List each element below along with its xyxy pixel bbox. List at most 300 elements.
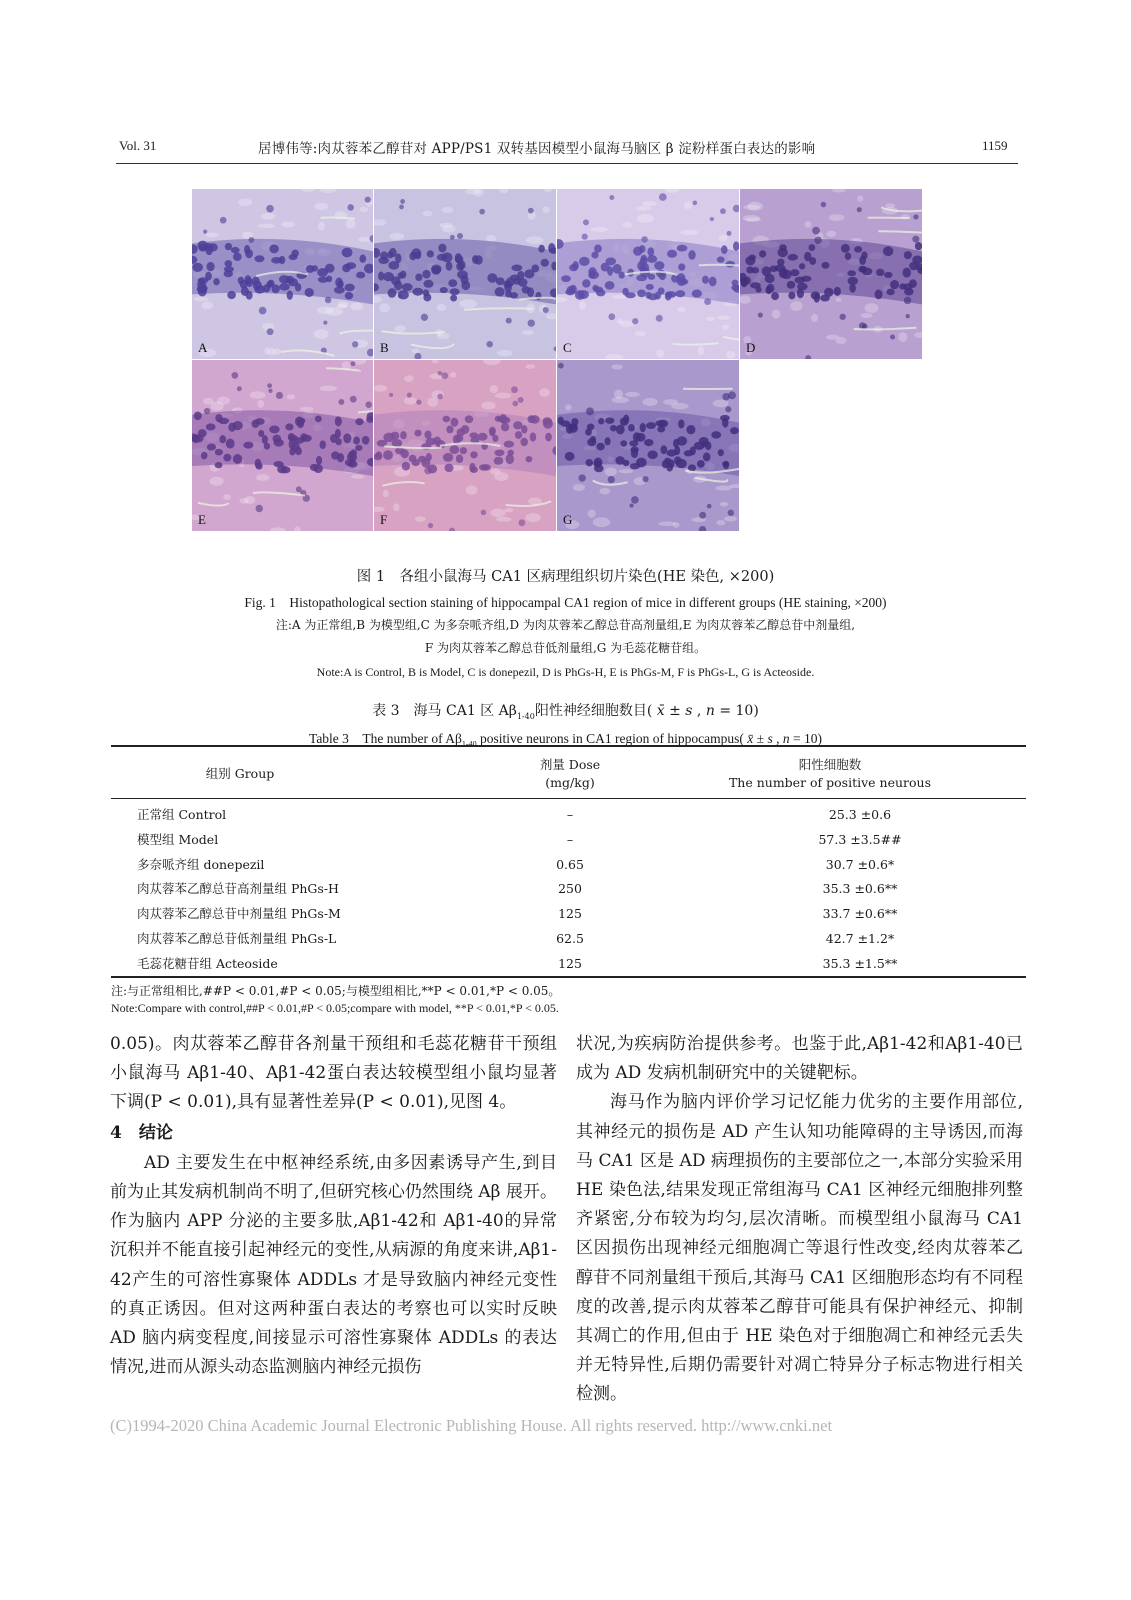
cell-nucleus <box>733 205 739 212</box>
row-value: 33.7 ±0.6** <box>822 906 898 921</box>
background-texture <box>772 309 780 318</box>
row-value: 42.7 ±1.2* <box>825 931 895 946</box>
cell-nucleus <box>218 418 229 424</box>
cell-nucleus <box>913 214 918 219</box>
cell-nucleus <box>707 504 712 509</box>
cell-nucleus <box>762 266 771 276</box>
cell-nucleus <box>512 401 518 407</box>
background-texture <box>490 385 498 393</box>
cell-nucleus <box>409 455 417 462</box>
cell-nucleus <box>356 272 365 279</box>
cell-nucleus <box>558 363 564 369</box>
figure-note-cn-1: 注:A 为正常组,B 为模型组,C 为多奈哌齐组,D 为肉苁蓉苯乙醇总苷高剂量组,E 为肉苁蓉苯乙醇总苷中剂量组, <box>275 618 856 632</box>
cell-nucleus <box>287 290 293 300</box>
cell-nucleus <box>414 430 421 437</box>
cell-nucleus <box>538 245 545 253</box>
cell-nucleus <box>224 266 234 273</box>
cell-nucleus <box>267 383 272 388</box>
cell-nucleus <box>348 461 358 468</box>
cell-nucleus <box>209 243 218 251</box>
cell-nucleus <box>513 421 522 429</box>
cell-nucleus <box>758 312 763 317</box>
cell-nucleus <box>199 244 208 251</box>
stained-tissue-graphic <box>374 360 556 531</box>
background-texture <box>811 314 818 322</box>
cell-nucleus <box>912 236 919 243</box>
row-value: 35.3 ±1.5** <box>822 956 898 971</box>
row-group: 肉苁蓉苯乙醇总苷低剂量组 PhGs-L <box>137 931 337 946</box>
cell-nucleus <box>248 237 254 243</box>
stained-tissue-graphic <box>557 189 739 359</box>
table-bottom-rule <box>111 976 1026 978</box>
cell-nucleus <box>489 428 495 436</box>
background-texture <box>325 307 343 316</box>
cell-nucleus <box>295 447 302 455</box>
background-texture <box>522 330 534 335</box>
cell-nucleus <box>814 293 820 303</box>
cell-nucleus <box>206 423 216 430</box>
background-texture <box>673 522 680 528</box>
cell-nucleus <box>441 372 448 379</box>
row-value: 35.3 ±0.6** <box>822 881 898 896</box>
vessel-streak <box>878 231 922 233</box>
cell-nucleus <box>402 283 413 291</box>
background-texture <box>439 223 453 228</box>
background-texture <box>642 201 656 207</box>
cell-nucleus <box>207 444 216 451</box>
background-texture <box>663 399 678 405</box>
background-texture <box>490 469 501 475</box>
row-group: 正常组 Control <box>137 807 227 822</box>
background-texture <box>345 219 355 229</box>
background-texture <box>490 508 505 517</box>
cell-nucleus <box>472 255 479 264</box>
panel-label: D <box>746 340 756 355</box>
table-title-en: Table 3 The number of $A\beta_{1-40}$ positive neurons in CA1 region of hippocampus( x̄ ± s , n = 10) <box>309 731 822 749</box>
background-texture <box>383 490 389 498</box>
row-dose: 62.5 <box>556 931 584 946</box>
cell-nucleus <box>622 288 629 296</box>
cell-nucleus <box>848 277 858 285</box>
vessel-streak <box>464 308 533 310</box>
cell-nucleus <box>677 277 687 286</box>
cell-nucleus <box>395 253 401 263</box>
background-texture <box>573 484 585 491</box>
cell-nucleus <box>246 278 253 287</box>
row-value: 30.7 ±0.6* <box>825 857 895 872</box>
cell-nucleus <box>365 401 372 408</box>
running-title: 居博伟等:肉苁蓉苯乙醇苷对 APP/PS1 双转基因模型小鼠海马脑区 β 淀粉样蛋白表达的影响 <box>258 141 816 157</box>
copyright-watermark: (C)1994-2020 China Academic Journal Electronic Publishing House. All rights reserved. http://www.cnki.net <box>110 1416 833 1435</box>
background-texture <box>238 198 252 206</box>
cell-nucleus <box>334 287 345 294</box>
background-texture <box>740 296 751 304</box>
cell-nucleus <box>338 399 344 405</box>
cell-nucleus <box>582 234 588 240</box>
cell-nucleus <box>677 245 688 252</box>
cell-nucleus <box>915 242 922 250</box>
cell-nucleus <box>378 257 389 264</box>
background-texture <box>194 297 209 302</box>
stained-tissue-graphic <box>740 189 922 359</box>
background-texture <box>625 392 640 397</box>
cell-nucleus <box>267 328 274 335</box>
cell-nucleus <box>647 255 657 263</box>
paragraph: 海马作为脑内评价学习记忆能力优劣的主要作用部位,其神经元的损伤是 AD 产生认知功能障碍的主导诱因,而海马 CA1 区是 AD 病理损伤的主要部位之一,本部分实验采用 HE 染色法,结果发现正常组海马 CA1 区神经元细胞排列整齐紧密,分布较为均匀,层次清晰。而模型组小鼠海马 CA1 区因损伤出现神经元细胞凋亡等退行性改变,经肉苁蓉苯乙醇苷不同剂量组干预后,其海马 CA1 区细胞形态均有不同程度的改善,提示肉苁蓉苯乙醇苷可能具有保护神经元、抑制其凋亡的作用,但由于 HE 染色对于细胞凋亡和神经元丢失并无特异性,后期仍需要针对凋亡特异分子标志物进行相关检测。 <box>576 1092 1023 1405</box>
cell-nucleus <box>697 460 705 468</box>
cell-nucleus <box>310 464 318 471</box>
row-dose: 250 <box>558 881 582 896</box>
background-texture <box>206 232 218 237</box>
cell-nucleus <box>678 419 684 428</box>
cell-nucleus <box>350 396 357 403</box>
cell-nucleus <box>286 276 294 284</box>
cell-nucleus <box>238 277 244 284</box>
positive-header-cn: 阳性细胞数 <box>798 757 862 772</box>
cell-nucleus <box>389 393 393 397</box>
background-texture <box>656 349 664 358</box>
cell-nucleus <box>344 284 354 292</box>
cell-nucleus <box>675 290 685 297</box>
background-texture <box>543 206 550 213</box>
cell-nucleus <box>857 207 862 212</box>
cell-nucleus <box>596 443 604 451</box>
cell-nucleus <box>528 319 535 326</box>
background-texture <box>412 349 420 353</box>
cell-nucleus <box>646 422 656 429</box>
cell-nucleus <box>295 283 302 291</box>
cell-nucleus <box>501 423 509 431</box>
cell-nucleus <box>527 287 534 297</box>
cell-nucleus <box>487 341 493 347</box>
vessel-streak <box>383 482 425 486</box>
micrograph-panel-a <box>192 189 373 359</box>
cell-nucleus <box>355 418 363 425</box>
background-texture <box>619 469 634 473</box>
cell-nucleus <box>854 246 862 253</box>
cell-nucleus <box>449 528 455 531</box>
cell-nucleus <box>545 433 552 442</box>
cell-nucleus <box>423 280 433 288</box>
cell-nucleus <box>890 334 895 339</box>
cell-nucleus <box>318 276 329 282</box>
cell-nucleus <box>424 467 432 475</box>
cell-nucleus <box>252 277 259 286</box>
cell-nucleus <box>686 425 695 434</box>
cell-nucleus <box>640 257 648 265</box>
cell-nucleus <box>778 248 788 257</box>
cell-nucleus <box>684 450 693 456</box>
micrograph-panel-g <box>557 360 739 531</box>
cell-nucleus <box>323 321 327 325</box>
header-rule <box>116 163 1018 164</box>
cell-nucleus <box>633 432 641 442</box>
cell-nucleus <box>659 193 667 201</box>
cell-nucleus <box>721 245 728 254</box>
panel-label: G <box>563 512 573 527</box>
cell-nucleus <box>455 435 463 442</box>
background-texture <box>390 233 405 240</box>
cell-nucleus <box>504 441 515 448</box>
volume-label: Vol. 31 <box>119 138 157 153</box>
cell-nucleus <box>355 445 362 451</box>
cell-nucleus <box>899 283 906 289</box>
row-group: 肉苁蓉苯乙醇总苷高剂量组 PhGs-H <box>137 881 339 896</box>
background-texture <box>591 227 608 232</box>
table-note-cn: 注:与正常组相比,##P < 0.01,#P < 0.05;与模型组相比,**P < 0.01,*P < 0.05。 <box>111 984 561 998</box>
cell-nucleus <box>227 291 236 299</box>
background-texture <box>713 400 729 408</box>
background-texture <box>404 375 413 382</box>
background-texture <box>719 235 728 241</box>
background-texture <box>437 333 449 339</box>
background-texture <box>319 385 337 391</box>
cell-nucleus <box>636 275 647 281</box>
dose-header-unit: (mg/kg) <box>545 775 595 790</box>
paragraph: AD 主要发生在中枢神经系统,由多因素诱导产生,到目前为止其发病机制尚不明了,但研究核心仍然围绕 Aβ 展开。作为脑内 APP 分泌的主要多肽,Aβ1-42和 Aβ1-40的异常沉积并不能直接引起神经元的变性,从病源的角度来讲,Aβ1-42产生的可溶性寡聚体 ADDLs 才是导致脑内神经元变性的真正诱因。但对这两种蛋白表达的考察也可以实时反映AD 脑内病变程度,间接显示可溶性寡聚体 ADDLs 的表达情况,进而从源头动态监测脑内神经元损伤 <box>110 1152 557 1378</box>
stained-tissue-graphic <box>557 360 739 531</box>
background-texture <box>593 517 611 527</box>
panel-label: A <box>198 340 208 355</box>
background-texture <box>539 388 550 397</box>
cell-nucleus <box>630 446 638 453</box>
cell-nucleus <box>325 264 335 273</box>
column-header-group: 组别 Group <box>205 766 275 781</box>
cell-nucleus <box>281 466 291 473</box>
cell-nucleus <box>702 276 709 284</box>
vessel-streak <box>411 344 454 348</box>
table-header-rule <box>111 798 1026 799</box>
cell-nucleus <box>654 261 664 270</box>
cell-nucleus <box>592 285 598 292</box>
cell-nucleus <box>610 425 617 431</box>
background-texture <box>665 189 679 193</box>
cell-nucleus <box>861 251 867 259</box>
row-value: 57.3 ±3.5## <box>818 832 902 847</box>
cell-nucleus <box>527 415 535 423</box>
cell-nucleus <box>415 273 422 281</box>
cell-nucleus <box>620 440 627 446</box>
cell-nucleus <box>667 250 677 258</box>
background-texture <box>857 195 863 201</box>
cell-nucleus <box>450 418 458 427</box>
row-dose: – <box>566 807 574 822</box>
background-texture <box>636 206 651 211</box>
cell-nucleus <box>642 476 648 482</box>
background-texture <box>622 222 632 228</box>
cell-nucleus <box>400 271 407 279</box>
cell-nucleus <box>465 415 474 423</box>
background-texture <box>706 317 715 322</box>
background-texture <box>599 488 610 495</box>
cell-nucleus <box>266 205 274 213</box>
cell-nucleus <box>904 297 911 304</box>
cell-nucleus <box>814 236 822 244</box>
cell-nucleus <box>722 393 729 400</box>
cell-nucleus <box>223 454 231 462</box>
background-texture <box>261 213 276 220</box>
background-texture <box>546 314 556 320</box>
table-top-rule <box>111 745 1026 747</box>
cell-nucleus <box>567 286 575 294</box>
vessel-streak <box>340 331 373 334</box>
background-texture <box>314 329 329 339</box>
background-texture <box>314 203 328 210</box>
cell-nucleus <box>521 438 528 447</box>
cell-nucleus <box>495 416 502 422</box>
cell-nucleus <box>801 276 811 282</box>
background-texture <box>281 222 295 228</box>
background-texture <box>300 407 314 411</box>
cell-nucleus <box>461 281 470 290</box>
cell-nucleus <box>526 456 533 462</box>
background-texture <box>374 385 387 392</box>
cell-nucleus <box>725 406 731 412</box>
paragraph: 状况,为疾病防治提供参考。也鉴于此,Aβ1-42和Aβ1-40已成为 AD 发病机制研究中的关键靶标。 <box>576 1034 1023 1084</box>
background-texture <box>832 189 846 193</box>
cell-nucleus <box>678 263 685 270</box>
cell-nucleus <box>530 432 537 441</box>
cell-nucleus <box>442 416 450 422</box>
background-texture <box>914 332 922 338</box>
cell-nucleus <box>820 294 830 301</box>
background-texture <box>716 520 725 526</box>
cell-nucleus <box>604 437 610 445</box>
background-texture <box>606 354 623 359</box>
background-texture <box>422 211 432 217</box>
background-texture <box>268 348 275 356</box>
cell-nucleus <box>699 512 706 519</box>
vessel-streak <box>326 368 360 371</box>
cell-nucleus <box>201 452 208 460</box>
background-texture <box>286 395 295 400</box>
cell-nucleus <box>450 288 460 295</box>
cell-nucleus <box>446 261 453 270</box>
background-texture <box>427 397 438 406</box>
background-texture <box>404 397 417 405</box>
cell-nucleus <box>699 526 707 531</box>
cell-nucleus <box>790 269 799 276</box>
background-texture <box>617 319 623 324</box>
cell-nucleus <box>205 272 212 281</box>
cell-nucleus <box>438 244 446 253</box>
cell-nucleus <box>660 445 667 454</box>
cell-nucleus <box>608 476 615 483</box>
tissue-image <box>192 360 373 531</box>
cell-nucleus <box>437 254 447 261</box>
cell-nucleus <box>449 445 459 454</box>
cell-nucleus <box>276 392 283 399</box>
panel-label: F <box>380 512 388 527</box>
cell-nucleus <box>876 269 884 276</box>
vessel-streak <box>382 331 445 334</box>
cell-nucleus <box>787 281 796 289</box>
background-texture <box>350 302 363 310</box>
cell-nucleus <box>578 290 589 299</box>
cell-nucleus <box>644 439 654 446</box>
cell-nucleus <box>704 298 711 305</box>
cell-nucleus <box>231 247 240 253</box>
cell-nucleus <box>809 244 816 251</box>
cell-nucleus <box>665 293 672 301</box>
cell-nucleus <box>812 227 820 235</box>
background-texture <box>203 398 214 405</box>
cell-nucleus <box>427 250 434 257</box>
background-texture <box>395 325 406 332</box>
cell-nucleus <box>325 297 332 304</box>
cell-nucleus <box>849 284 856 293</box>
cell-nucleus <box>213 278 219 285</box>
cell-nucleus <box>291 249 299 257</box>
cell-nucleus <box>722 461 729 467</box>
cell-nucleus <box>775 264 786 271</box>
cell-nucleus <box>647 247 654 256</box>
cell-nucleus <box>367 349 373 357</box>
cell-nucleus <box>903 268 911 278</box>
cell-nucleus <box>478 433 488 441</box>
tissue-image <box>192 189 373 359</box>
cell-nucleus <box>271 257 282 264</box>
background-texture <box>835 297 841 302</box>
cell-nucleus <box>631 496 639 504</box>
vessel-streak <box>253 492 305 495</box>
cell-nucleus <box>821 262 829 269</box>
background-texture <box>826 335 839 340</box>
panel-label: B <box>380 340 389 355</box>
cell-nucleus <box>407 393 412 398</box>
cell-nucleus <box>582 279 590 287</box>
row-dose: 125 <box>558 956 582 971</box>
cell-nucleus <box>446 426 453 434</box>
cell-nucleus <box>647 450 657 459</box>
cell-nucleus <box>359 254 366 262</box>
cell-nucleus <box>450 235 455 240</box>
background-texture <box>698 346 704 356</box>
vessel-streak <box>321 218 355 219</box>
cell-nucleus <box>450 295 457 302</box>
cell-nucleus <box>440 287 448 293</box>
cell-nucleus <box>337 453 344 462</box>
cell-nucleus <box>421 314 428 321</box>
cell-nucleus <box>335 416 342 426</box>
background-texture <box>415 516 426 522</box>
background-texture <box>374 296 382 303</box>
cell-nucleus <box>460 447 467 454</box>
micrograph-panel-d <box>740 189 922 359</box>
stained-tissue-graphic <box>192 360 373 531</box>
background-texture <box>605 467 617 476</box>
cell-nucleus <box>400 449 408 458</box>
cell-nucleus <box>506 318 512 324</box>
cell-nucleus <box>730 427 739 434</box>
cell-nucleus <box>414 252 421 260</box>
cell-nucleus <box>306 265 314 273</box>
background-texture <box>450 372 457 378</box>
cell-nucleus <box>623 460 630 467</box>
cell-nucleus <box>353 436 360 444</box>
tissue-image <box>374 189 556 359</box>
background-texture <box>202 301 213 309</box>
body-column-right <box>576 1030 1023 1410</box>
cell-nucleus <box>470 451 478 458</box>
cell-nucleus <box>233 253 242 261</box>
cell-nucleus <box>694 442 705 450</box>
cell-nucleus <box>568 423 577 429</box>
cell-nucleus <box>750 282 761 288</box>
row-group: 肉苁蓉苯乙醇总苷中剂量组 PhGs-M <box>137 906 341 921</box>
cell-nucleus <box>422 270 430 279</box>
cell-nucleus <box>646 284 654 290</box>
